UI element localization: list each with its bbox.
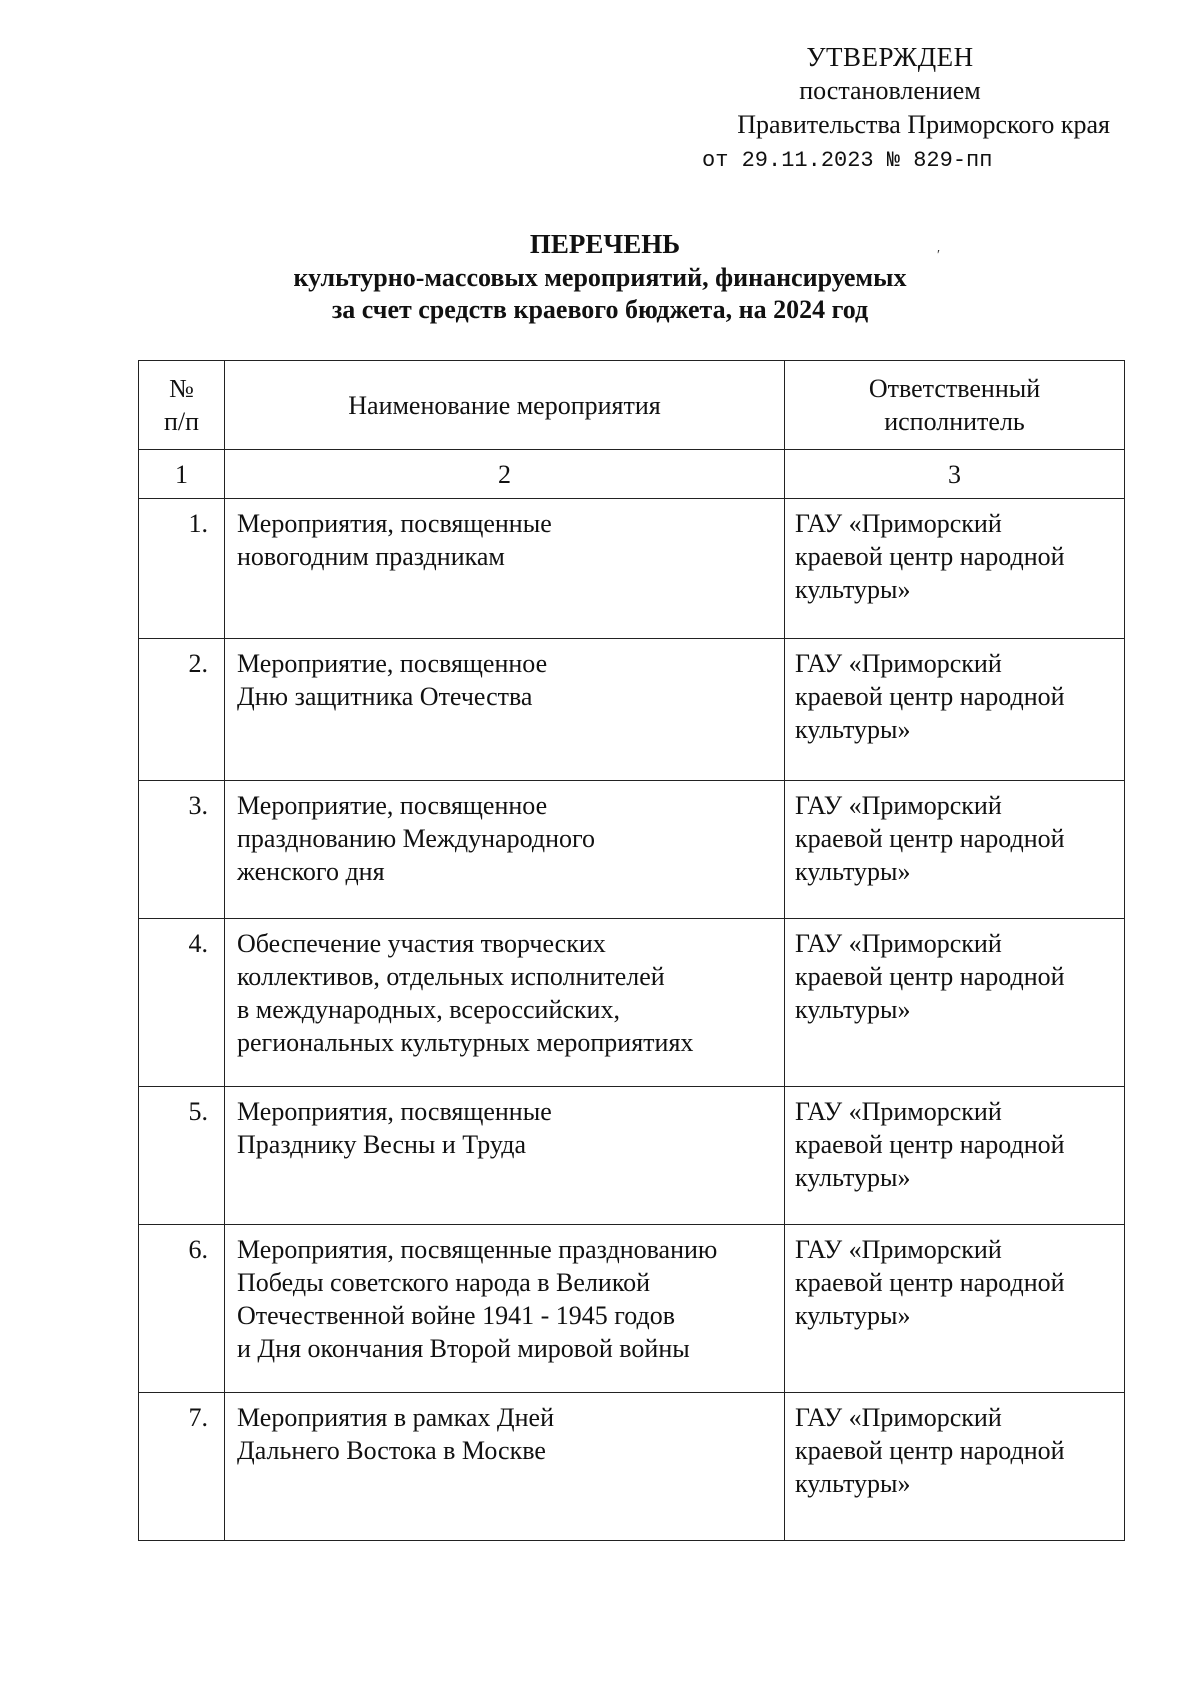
- events-table: [138, 360, 1125, 1541]
- title-line-1: культурно-массовых мероприятий, финансируемых: [293, 263, 907, 292]
- title-main: ПЕРЕЧЕНЬ: [529, 229, 681, 259]
- responsible-executor: ГАУ «Приморский краевой центр народной культуры»: [785, 1393, 1125, 1541]
- row-number: 5.: [139, 1087, 225, 1225]
- table-row: [139, 639, 1125, 781]
- approval-heading: УТВЕРЖДЕН: [806, 42, 974, 72]
- table-row: [139, 1087, 1125, 1225]
- header-responsible-text: Ответственный исполнитель: [868, 374, 1041, 436]
- table-body: [139, 499, 1125, 1541]
- header-responsible: [785, 361, 1125, 450]
- row-number: 7.: [139, 1393, 225, 1541]
- table-row: [139, 781, 1125, 919]
- header-no: [139, 361, 225, 450]
- approval-line-1: постановлением: [799, 76, 981, 105]
- approval-line-2: Правительства Приморского края: [737, 110, 1110, 139]
- table-row: [139, 919, 1125, 1087]
- event-name: Обеспечение участия творческих коллективов, отдельных исполнителей в международных, всероссийских, региональных культурных мероприятиях: [225, 919, 785, 1087]
- row-number: 6.: [139, 1225, 225, 1393]
- responsible-executor: ГАУ «Приморский краевой центр народной культуры»: [785, 1225, 1125, 1393]
- table-row: [139, 499, 1125, 639]
- column-number-row: [139, 450, 1125, 499]
- event-name: Мероприятия в рамках Дней Дальнего Востока в Москве: [225, 1393, 785, 1541]
- approval-stamp: [680, 40, 1110, 178]
- table-row: [139, 1393, 1125, 1541]
- table-header-row: [139, 361, 1125, 450]
- responsible-executor: ГАУ «Приморский краевой центр народной культуры»: [785, 499, 1125, 639]
- event-name: Мероприятия, посвященные празднованию Победы советского народа в Великой Отечественной войне 1941 - 1945 годов и Дня окончания Второй мировой войны: [225, 1225, 785, 1393]
- responsible-executor: ГАУ «Приморский краевой центр народной культуры»: [785, 1087, 1125, 1225]
- responsible-executor: ГАУ «Приморский краевой центр народной культуры»: [785, 639, 1125, 781]
- event-name: Мероприятие, посвященное Дню защитника Отечества: [225, 639, 785, 781]
- column-number: 2: [225, 450, 785, 499]
- responsible-executor: ГАУ «Приморский краевой центр народной культуры»: [785, 781, 1125, 919]
- event-name: Мероприятие, посвященное празднованию Международного женского дня: [225, 781, 785, 919]
- row-number: 2.: [139, 639, 225, 781]
- decree-number: от 29.11.2023 № 829-пп: [702, 148, 993, 173]
- row-number: 3.: [139, 781, 225, 919]
- event-name: Мероприятия, посвященные Празднику Весны и Труда: [225, 1087, 785, 1225]
- row-number: 4.: [139, 919, 225, 1087]
- column-number: 3: [785, 450, 1125, 499]
- event-name: Мероприятия, посвященные новогодним праздникам: [225, 499, 785, 639]
- title-line-2: за счет средств краевого бюджета, на 2024 год: [331, 295, 869, 324]
- header-no-text: № п/п: [163, 374, 200, 436]
- scan-speck: ′: [937, 248, 941, 263]
- responsible-executor: ГАУ «Приморский краевой центр народной культуры»: [785, 919, 1125, 1087]
- header-name: Наименование мероприятия: [225, 361, 785, 450]
- row-number: 1.: [139, 499, 225, 639]
- table-row: [139, 1225, 1125, 1393]
- document-title: [0, 228, 1200, 326]
- column-number: 1: [139, 450, 225, 499]
